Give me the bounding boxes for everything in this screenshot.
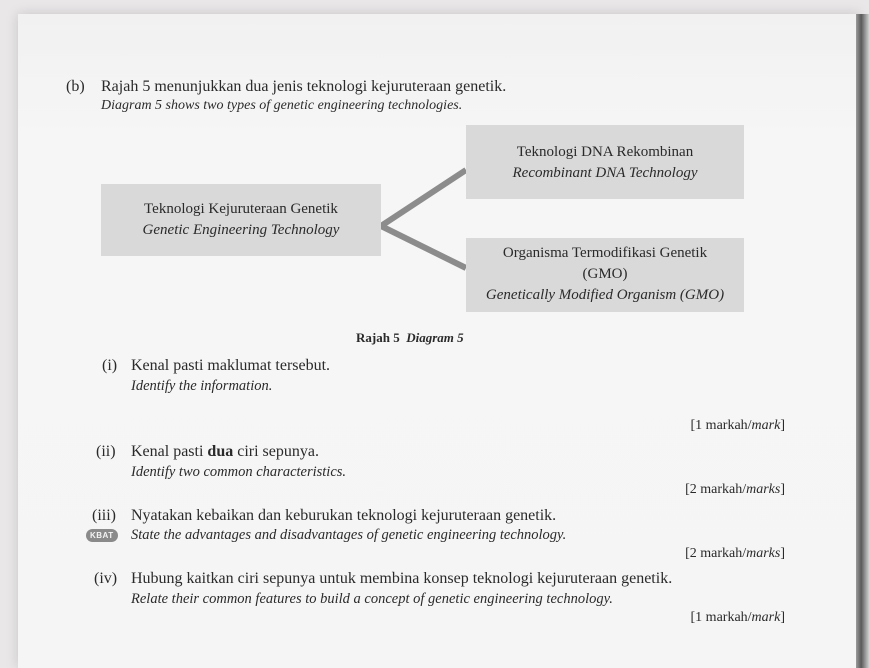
part-iii-marks: [2 markah/marks] — [685, 546, 785, 561]
part-iv-ms: Hubung kaitkan ciri sepunya untuk membina konsep teknologi kejuruteraan genetik. — [131, 570, 673, 587]
bottom-box-abbr: (GMO) — [582, 266, 628, 282]
caption-en: Diagram 5 — [406, 330, 464, 345]
part-iv-en: Relate their common features to build a concept of genetic engineering technology. — [131, 591, 613, 607]
diagram-top-box — [466, 125, 744, 199]
part-i-ms: Kenal pasti maklumat tersebut. — [131, 357, 331, 374]
bottom-box-en: Genetically Modified Organism (GMO) — [485, 287, 725, 303]
kbat-badge: KBAT — [86, 529, 118, 542]
part-iv-marks: [1 markah/mark] — [690, 610, 785, 625]
caption-ms: Rajah 5 — [356, 330, 400, 345]
part-iii-en: State the advantages and disadvantages of genetic engineering technology. — [131, 527, 567, 543]
part-iii-number: (iii) — [92, 507, 116, 524]
question-intro-ms: Rajah 5 menunjukkan dua jenis teknologi kejuruteraan genetik. — [101, 78, 507, 95]
part-i-marks: [1 markah/mark] — [690, 418, 785, 433]
part-ii-marks: [2 markah/marks] — [685, 482, 785, 497]
top-box-ms: Teknologi DNA Rekombinan — [516, 144, 694, 160]
diagram-bottom-box — [466, 238, 744, 312]
main-box-en: Genetic Engineering Technology — [142, 222, 340, 238]
part-iii-ms: Nyatakan kebaikan dan keburukan teknologi kejuruteraan genetik. — [131, 507, 557, 524]
part-ii-number: (ii) — [96, 443, 116, 460]
top-box-en: Recombinant DNA Technology — [512, 165, 698, 181]
part-ii-en: Identify two common characteristics. — [131, 464, 347, 480]
question-label: (b) — [66, 78, 85, 95]
part-iv-number: (iv) — [94, 570, 118, 587]
part-ii-ms: Kenal pasti dua ciri sepunya. — [131, 443, 319, 460]
part-i-en: Identify the information. — [131, 378, 273, 394]
diagram-caption — [356, 330, 464, 346]
main-box-ms: Teknologi Kejuruteraan Genetik — [144, 201, 338, 217]
diagram-main-box — [101, 184, 381, 256]
part-i-number: (i) — [102, 357, 118, 374]
question-intro-en: Diagram 5 shows two types of genetic engineering technologies. — [101, 98, 463, 113]
bottom-box-ms: Organisma Termodifikasi Genetik — [502, 245, 708, 261]
